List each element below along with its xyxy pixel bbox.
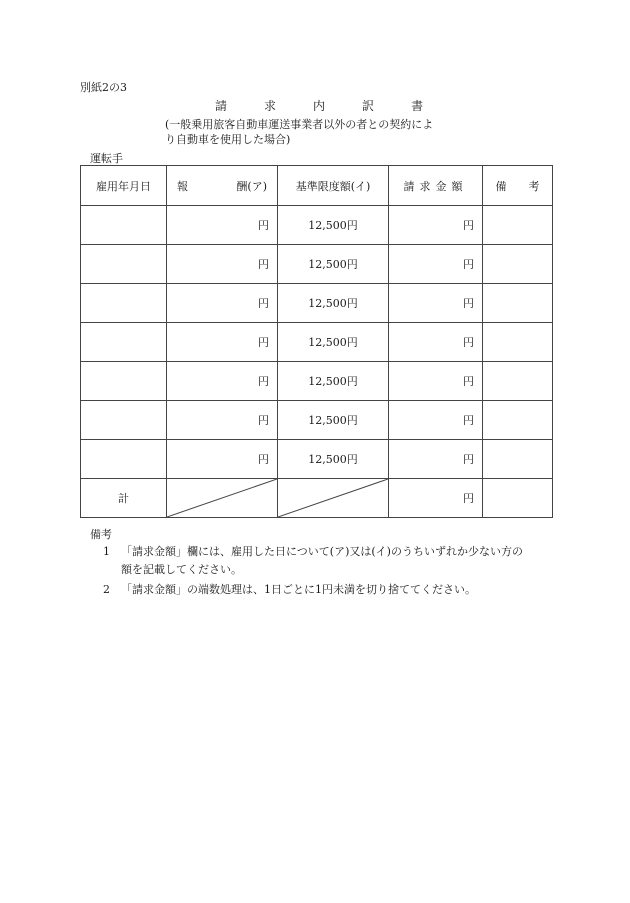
date-cell[interactable]	[81, 323, 167, 362]
claim-cell[interactable]: 円	[389, 245, 483, 284]
total-label: 計	[81, 479, 167, 518]
note-item-1-continued: 額を記載してください。	[121, 563, 242, 576]
total-limit-blank-cell	[278, 479, 389, 518]
note-number: 1	[103, 545, 110, 558]
table-row	[81, 362, 553, 401]
remarks-cell[interactable]	[483, 206, 553, 245]
limit-cell: 12,500円	[278, 206, 389, 245]
title-char: 請	[215, 99, 228, 113]
subtitle-line-2: り自動車を使用した場合)	[165, 133, 291, 146]
header-reward-right: 酬(ア)	[236, 179, 267, 193]
claim-cell[interactable]: 円	[389, 362, 483, 401]
diagonal-slash	[278, 479, 388, 517]
remarks-cell[interactable]	[483, 245, 553, 284]
remarks-cell[interactable]	[483, 323, 553, 362]
date-cell[interactable]	[81, 440, 167, 479]
subtitle-line-1: (一般乗用旅客自動車運送事業者以外の者との契約によ	[165, 118, 434, 131]
date-cell[interactable]	[81, 245, 167, 284]
remarks-cell[interactable]	[483, 440, 553, 479]
table-header-row	[81, 166, 553, 206]
date-cell[interactable]	[81, 362, 167, 401]
header-limit-amount: 基準限度額(イ)	[278, 166, 389, 206]
note-item-1	[103, 543, 523, 561]
note-item-2	[103, 581, 476, 599]
notes-title: 備考	[90, 528, 112, 541]
reward-cell[interactable]: 円	[167, 206, 278, 245]
date-cell[interactable]	[81, 206, 167, 245]
note-number: 2	[103, 583, 110, 596]
reward-cell[interactable]: 円	[167, 245, 278, 284]
reward-cell[interactable]: 円	[167, 440, 278, 479]
date-cell[interactable]	[81, 401, 167, 440]
header-employment-date: 雇用年月日	[81, 166, 167, 206]
remarks-cell[interactable]	[483, 401, 553, 440]
document-label: 別紙2の3	[80, 81, 127, 94]
claim-cell[interactable]: 円	[389, 440, 483, 479]
table-row	[81, 245, 553, 284]
table-row	[81, 323, 553, 362]
reward-cell[interactable]: 円	[167, 284, 278, 323]
claim-cell[interactable]: 円	[389, 206, 483, 245]
header-reward	[167, 166, 278, 206]
table-row	[81, 284, 553, 323]
total-row	[81, 479, 553, 518]
remarks-cell[interactable]	[483, 362, 553, 401]
limit-cell: 12,500円	[278, 284, 389, 323]
title-char: 求	[264, 99, 277, 113]
header-remarks: 備 考	[483, 166, 553, 206]
reward-cell[interactable]: 円	[167, 401, 278, 440]
title-char: 書	[411, 99, 424, 113]
limit-cell: 12,500円	[278, 245, 389, 284]
date-cell[interactable]	[81, 284, 167, 323]
note-text: 「請求金額」欄には、雇用した日について(ア)又は(イ)のうちいずれか少ない方の	[121, 545, 523, 558]
table-row	[81, 401, 553, 440]
document-title	[215, 97, 423, 114]
total-reward-blank-cell	[167, 479, 278, 518]
title-char: 訳	[362, 99, 375, 113]
remarks-cell[interactable]	[483, 284, 553, 323]
driver-label: 運転手	[90, 152, 123, 165]
limit-cell: 12,500円	[278, 440, 389, 479]
title-char: 内	[313, 99, 326, 113]
limit-cell: 12,500円	[278, 362, 389, 401]
limit-cell: 12,500円	[278, 401, 389, 440]
claim-cell[interactable]: 円	[389, 401, 483, 440]
header-claim-amount: 請求金額	[389, 166, 483, 206]
diagonal-slash	[167, 479, 277, 517]
table-row	[81, 440, 553, 479]
claim-breakdown-table	[80, 165, 553, 518]
total-claim-cell[interactable]: 円	[389, 479, 483, 518]
reward-cell[interactable]: 円	[167, 362, 278, 401]
limit-cell: 12,500円	[278, 323, 389, 362]
header-reward-left: 報	[177, 179, 188, 193]
note-text: 「請求金額」の端数処理は、1日ごとに1円未満を切り捨ててください。	[121, 583, 476, 596]
claim-cell[interactable]: 円	[389, 323, 483, 362]
reward-cell[interactable]: 円	[167, 323, 278, 362]
table-row	[81, 206, 553, 245]
claim-cell[interactable]: 円	[389, 284, 483, 323]
total-remarks-cell[interactable]	[483, 479, 553, 518]
